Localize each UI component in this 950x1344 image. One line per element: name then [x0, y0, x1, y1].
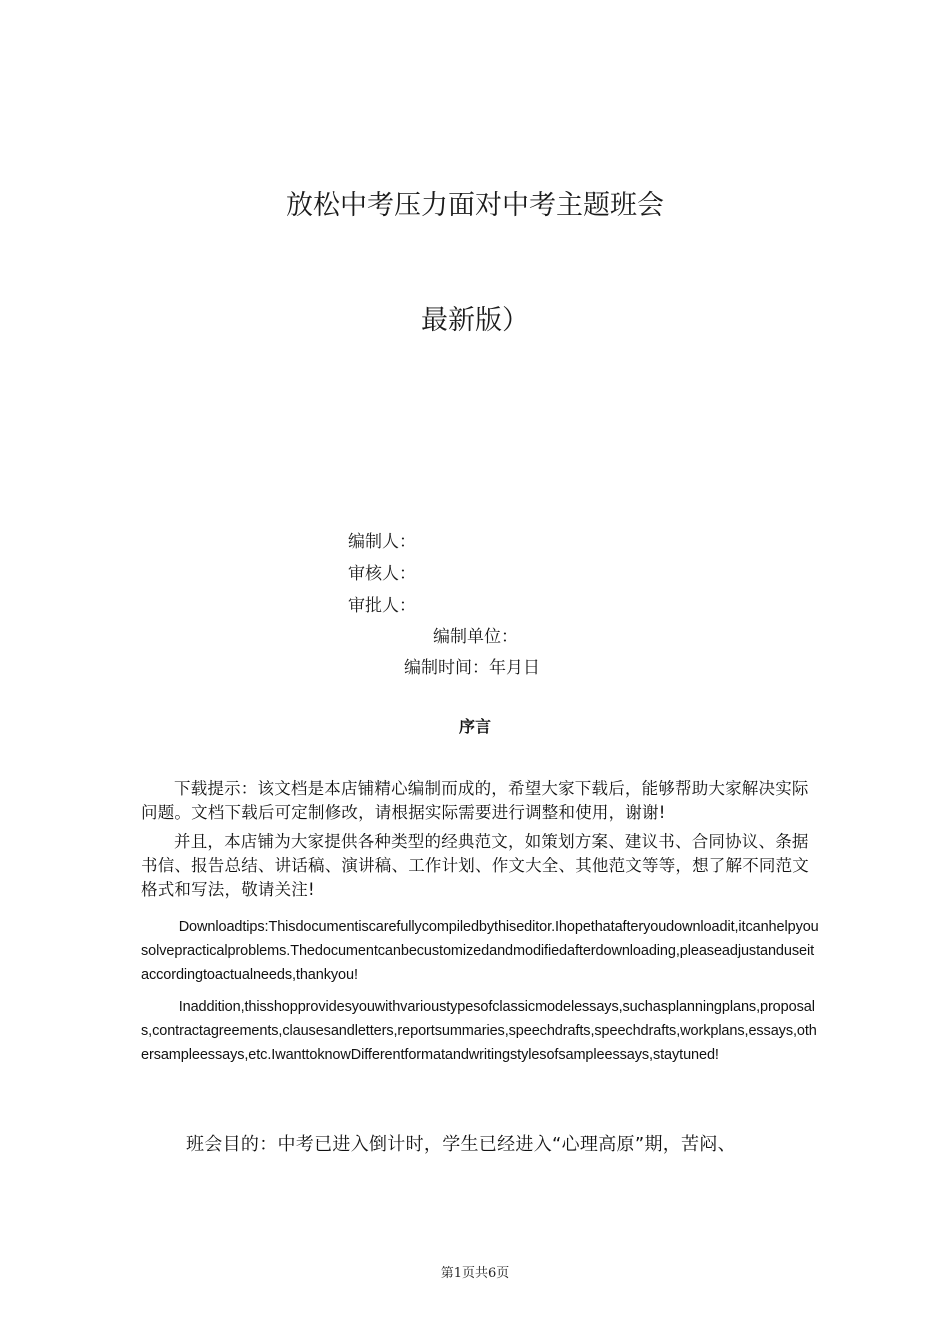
page-footer: 第1页共6页	[440, 1266, 510, 1281]
class-meeting-purpose: 班会目的：中考已进入倒计时，学生已经进入“心理高原”期，苦闷、	[186, 1134, 736, 1155]
document-title: 放松中考压力面对中考主题班会	[286, 190, 664, 221]
preface-cn-paragraph-2: 并且，本店铺为大家提供各种类型的经典范文，如策划方案、建议书、合同协议、条据书信、报告总结、讲话稿、演讲稿、工作计划、作文大全、其他范文等等，想了解不同范文格式和写法，敬请关注!	[141, 832, 809, 899]
meta-compiler: 编制人：	[348, 532, 416, 552]
preface-en-paragraph-1: Downloadtips:Thisdocumentiscarefullycompiledbythiseditor.Ihopethatafteryoudownloadit,itcanhelpyousolvepracticalproblems.Thedocumentcanbecustomizedandmodifiedafterdownloading,pleaseadjustanduseitaccordingtoactualneeds,thankyou!	[141, 919, 819, 983]
preface-en-block	[141, 915, 821, 1075]
meta-time: 编制时间：年月日	[404, 658, 540, 678]
document-subtitle: 最新版）	[421, 305, 529, 336]
preface-heading: 序言	[458, 717, 491, 736]
meta-approver: 审批人：	[348, 596, 416, 616]
preface-cn-block	[141, 777, 821, 907]
preface-cn-paragraph-1: 下载提示：该文档是本店铺精心编制而成的，希望大家下载后，能够帮助大家解决实际问题。文档下载后可定制修改，请根据实际需要进行调整和使用，谢谢!	[141, 779, 809, 822]
meta-reviewer: 审核人：	[348, 564, 416, 584]
meta-unit: 编制单位：	[433, 627, 518, 647]
preface-en-paragraph-2: Inaddition,thisshopprovidesyouwithvarioustypesofclassicmodelessays,suchasplanningplans,proposals,contractagreements,clausesandletters,reportsummaries,speechdrafts,speechdrafts,workplans,essays,othersampleessays,etc.IwanttoknowDifferentformatandwritingstylesofsampleessays,staytuned!	[141, 999, 817, 1063]
